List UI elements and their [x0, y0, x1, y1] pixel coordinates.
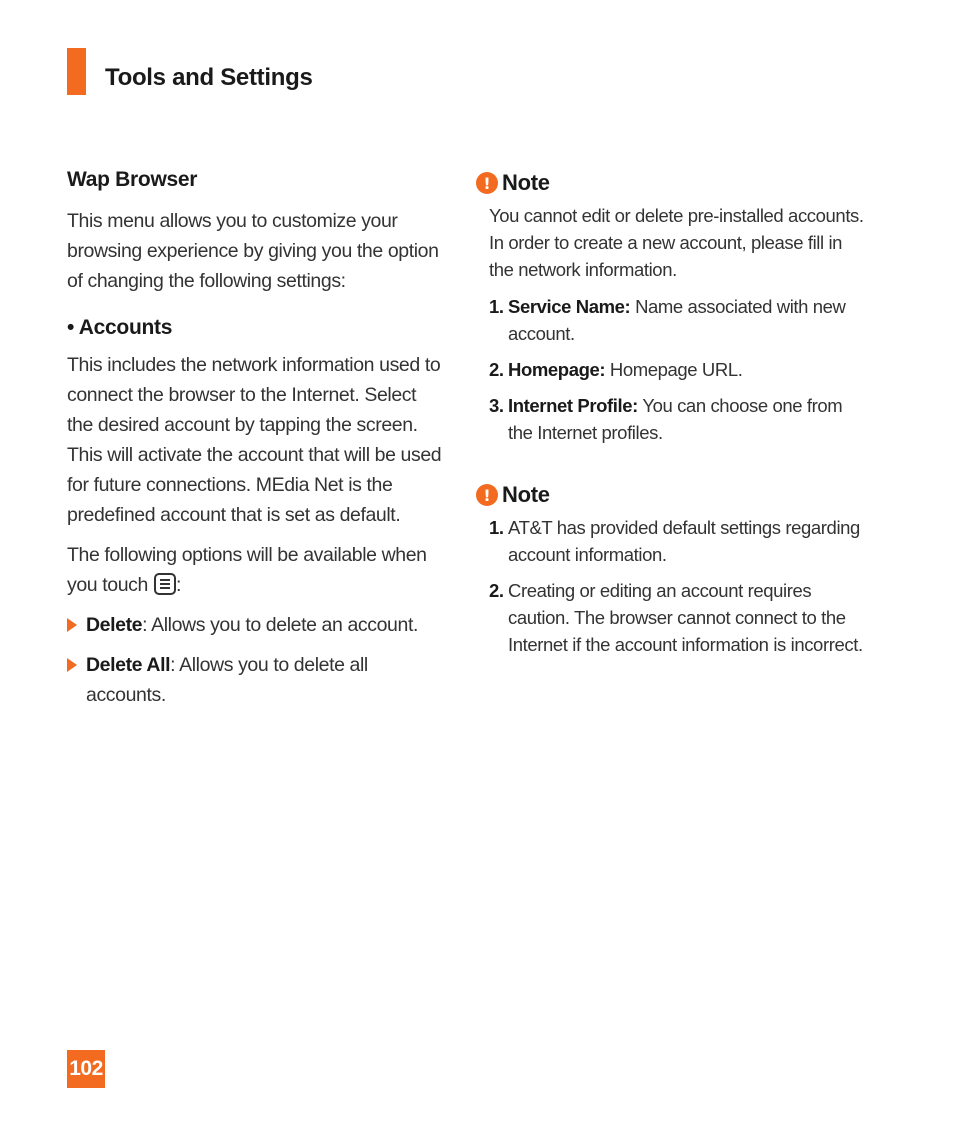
item-desc: Creating or editing an account requires caution. The browser cannot connect to the Internet if the account information is incorrect. [508, 580, 863, 655]
arrow-right-icon [67, 658, 77, 672]
list-item [476, 293, 866, 347]
list-item [476, 577, 866, 658]
note-heading [476, 482, 866, 508]
item-number: 2. [489, 359, 504, 380]
item-number: 3. [489, 395, 504, 416]
item-desc: AT&T has provided default settings regarding account information. [508, 517, 860, 565]
list-item [476, 392, 866, 446]
note-label: Note [502, 170, 550, 195]
item-term: Internet Profile: [508, 395, 638, 416]
menu-key-icon [154, 573, 176, 595]
item-number: 1. [489, 517, 504, 538]
item-number: 2. [489, 580, 504, 601]
option-label: Delete [86, 614, 143, 636]
left-column [67, 168, 447, 720]
accounts-description: This includes the network information used to connect the browser to the Internet. Select the desired account by tapping the screen. This will activate the account that will be used for future connections. MEdia Net is the predefined account that is set as default. [67, 354, 442, 526]
item-number: 1. [489, 296, 504, 317]
note-heading [476, 170, 866, 196]
exclamation-icon: ! [476, 484, 498, 506]
header-accent-bar [67, 48, 86, 95]
options-intro-text: The following options will be available when you touch [67, 544, 427, 596]
option-desc: : Allows you to delete an account. [142, 614, 418, 636]
item-desc: You can choose one from the Internet profiles. [508, 395, 843, 443]
item-term: Homepage: [508, 359, 606, 380]
exclamation-icon: ! [476, 172, 498, 194]
option-desc: : Allows you to delete all accounts. [86, 654, 368, 706]
list-item [476, 514, 866, 568]
right-column [476, 170, 866, 667]
note-text: You cannot edit or delete pre-installed accounts. In order to create a new account, please fill in the network information. [489, 205, 864, 280]
item-desc: Homepage URL. [605, 359, 743, 380]
intro-paragraph: This menu allows you to customize your browsing experience by giving you the option of changing the following settings: [67, 210, 439, 292]
arrow-right-icon [67, 618, 77, 632]
options-intro [67, 540, 447, 600]
item-term: Service Name: [508, 296, 631, 317]
page-title: Tools and Settings [105, 64, 313, 91]
option-label: Delete All [86, 654, 171, 676]
note-label: Note [502, 482, 550, 507]
item-desc: Name associated with new account. [508, 296, 846, 344]
option-delete [67, 610, 447, 640]
accounts-heading: • Accounts [67, 316, 173, 339]
option-delete-all [67, 650, 447, 710]
page-number: 102 [67, 1050, 105, 1088]
list-item [476, 356, 866, 383]
options-intro-colon: : [175, 574, 181, 596]
section-title: Wap Browser [67, 168, 198, 191]
